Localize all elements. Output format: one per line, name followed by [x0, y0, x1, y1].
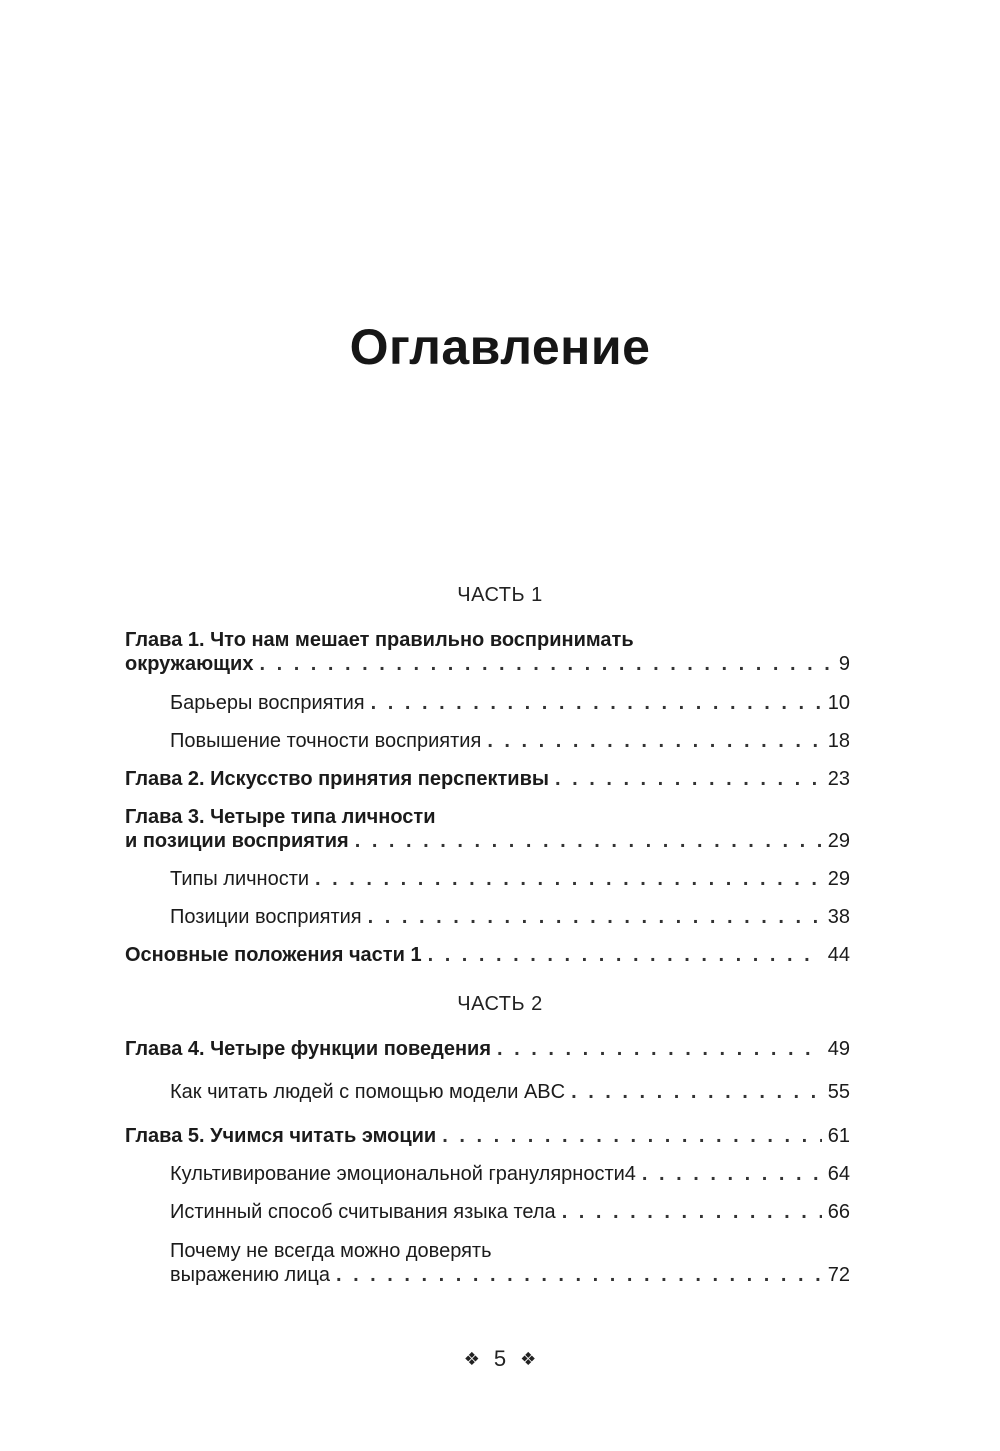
- toc-page-number: 55: [827, 1081, 850, 1103]
- toc-entry-title: окружающих: [125, 653, 254, 675]
- toc-page-number: 64: [827, 1163, 850, 1185]
- toc-entry-title: Глава 2. Искусство принятия перспективы: [125, 768, 549, 790]
- toc-entry-title: Глава 5. Учимся читать эмоции: [125, 1125, 437, 1147]
- toc-entry-section[interactable]: [170, 1200, 850, 1224]
- toc-entry-title-line: Почему не всегда можно доверять: [170, 1240, 492, 1262]
- toc-entry-title: Как читать людей с помощью модели ABC: [170, 1081, 566, 1103]
- toc-entry-title: Культивирование эмоциональной гранулярности4: [170, 1163, 636, 1185]
- dot-leader: [642, 1162, 822, 1186]
- dot-leader: [368, 905, 822, 929]
- toc-entry-title-line: Глава 1. Что нам мешает правильно воспринимать: [125, 629, 634, 651]
- toc-entry-title-line: Глава 3. Четыре типа личности: [125, 806, 436, 828]
- toc-entry-title: Барьеры восприятия: [170, 692, 365, 714]
- toc-page-number: 29: [827, 830, 850, 852]
- dot-leader: [336, 1263, 822, 1287]
- dot-leader: [562, 1200, 822, 1224]
- dot-leader: [315, 867, 822, 891]
- part-heading: ЧАСТЬ 1: [457, 584, 543, 606]
- toc-entry-title: Основные положения части 1: [125, 944, 422, 966]
- toc-page-number: 38: [827, 906, 850, 928]
- toc-page-number: 18: [827, 730, 850, 752]
- toc-entry-chapter-2[interactable]: [125, 767, 850, 791]
- part-heading: ЧАСТЬ 2: [457, 993, 543, 1015]
- toc-entry-title: Глава 4. Четыре функции поведения: [125, 1038, 492, 1060]
- toc-page-number: 72: [827, 1264, 850, 1286]
- dot-leader: [555, 767, 822, 791]
- toc-entry-section[interactable]: [170, 867, 850, 891]
- dot-leader: [442, 1124, 822, 1148]
- toc-page-number: 10: [827, 692, 850, 714]
- toc-entry-chapter-3[interactable]: [125, 805, 850, 853]
- toc-entry-section[interactable]: [170, 1080, 850, 1104]
- toc-entry-title: Типы личности: [170, 868, 310, 890]
- toc-entry-part-summary[interactable]: [125, 943, 850, 967]
- page-title: Оглавление: [349, 319, 651, 375]
- dot-leader: [497, 1037, 822, 1061]
- toc-page-number: 66: [827, 1201, 850, 1223]
- toc-entry-chapter-1[interactable]: [125, 628, 850, 676]
- ornament-icon: ❖: [520, 1349, 537, 1369]
- ornament-icon: ❖: [463, 1349, 480, 1369]
- toc-entry-title: Истинный способ считывания языка тела: [170, 1201, 556, 1223]
- toc-entry-section[interactable]: [170, 691, 850, 715]
- toc-page-number: 61: [827, 1125, 850, 1147]
- toc-entry-chapter-4[interactable]: [125, 1037, 850, 1061]
- toc-page-number: 9: [838, 653, 850, 675]
- toc-entry-title: и позиции восприятия: [125, 830, 349, 852]
- dot-leader: [428, 943, 822, 967]
- toc-entry-section[interactable]: [170, 1239, 850, 1287]
- toc-entry-title: Повышение точности восприятия: [170, 730, 482, 752]
- dot-leader: [571, 1080, 822, 1104]
- dot-leader: [355, 829, 822, 853]
- toc-entry-section[interactable]: [170, 729, 850, 753]
- toc-page-number: 49: [827, 1038, 850, 1060]
- toc-entry-title: Позиции восприятия: [170, 906, 362, 928]
- toc-entry-chapter-5[interactable]: [125, 1124, 850, 1148]
- dot-leader: [259, 652, 832, 676]
- toc-page-number: 29: [827, 868, 850, 890]
- toc-page-number: 23: [827, 768, 850, 790]
- toc-entry-title: выражению лица: [170, 1264, 330, 1286]
- dot-leader: [371, 691, 822, 715]
- page-footer: [0, 1346, 1000, 1372]
- dot-leader: [487, 729, 821, 753]
- toc-entry-section[interactable]: [170, 905, 850, 929]
- toc-page-number: 44: [827, 944, 850, 966]
- toc-entry-section[interactable]: [170, 1162, 850, 1186]
- page-number: 5: [493, 1346, 507, 1371]
